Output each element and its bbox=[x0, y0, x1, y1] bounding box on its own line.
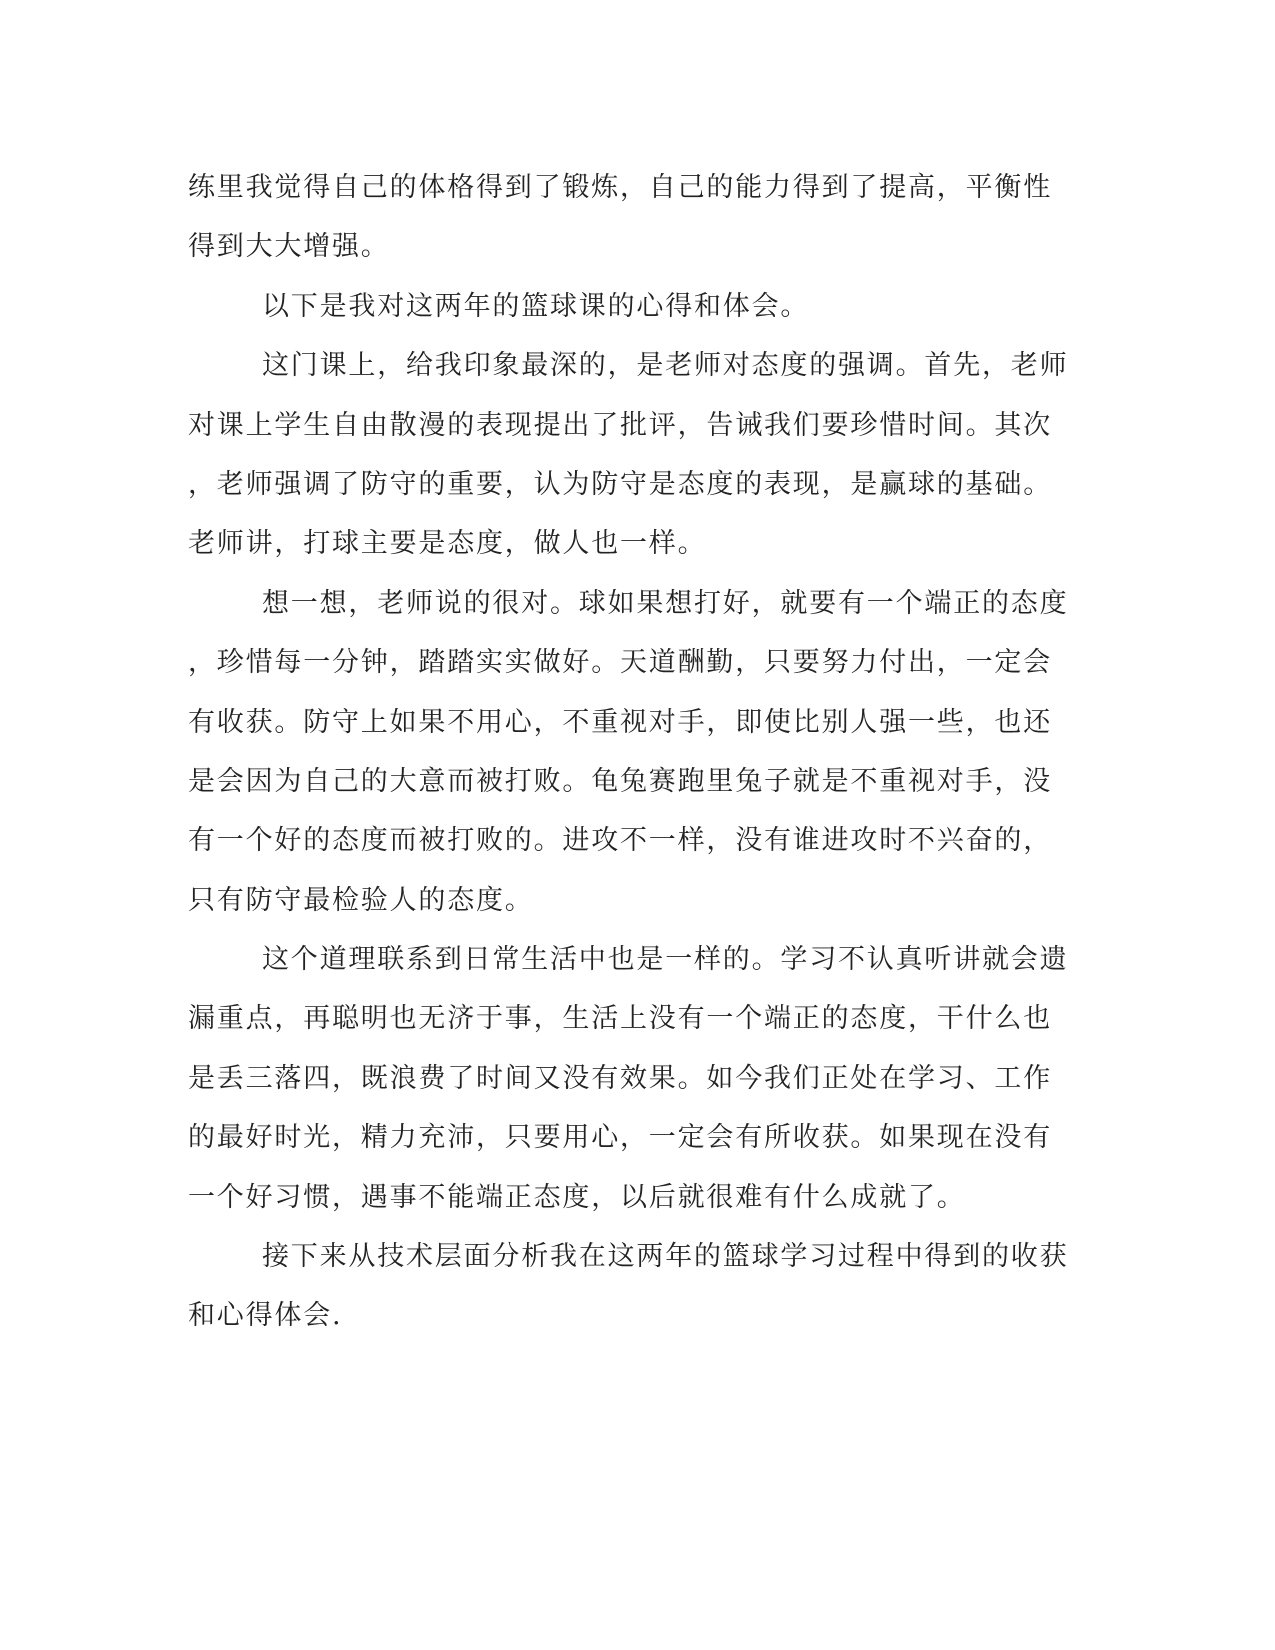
text-line: 和心得体会. bbox=[188, 1300, 343, 1332]
text-line: 练里我觉得自己的体格得到了锻炼，自己的能力得到了提高，平衡性 bbox=[188, 172, 1052, 203]
text-line: 有收获。防守上如果不用心，不重视对手，即使比别人强一些，也还 bbox=[188, 706, 1052, 738]
text-line: 有一个好的态度而被打败的。进攻不一样，没有谁进攻时不兴奋的， bbox=[188, 825, 1052, 857]
text-line: 是丢三落四，既浪费了时间又没有效果。如今我们正处在学习、工作 bbox=[188, 1062, 1052, 1094]
text-line: ，珍惜每一分钟，踏踏实实做好。天道酬勤，只要努力付出，一定会 bbox=[188, 647, 1052, 679]
paragraph-start-line: 这个道理联系到日常生活中也是一样的。学习不认真听讲就会遗 bbox=[262, 944, 1069, 976]
paragraph-start-line: 这门课上，给我印象最深的，是老师对态度的强调。首先，老师 bbox=[262, 350, 1069, 382]
paragraph-start-line: 接下来从技术层面分析我在这两年的篮球学习过程中得到的收获 bbox=[262, 1241, 1069, 1273]
text-line: 漏重点，再聪明也无济于事，生活上没有一个端正的态度，干什么也 bbox=[188, 1003, 1052, 1035]
text-line: 得到大大增强。 bbox=[188, 231, 390, 263]
text-line: ，老师强调了防守的重要，认为防守是态度的表现，是赢球的基础。 bbox=[188, 468, 1052, 500]
text-line: 对课上学生自由散漫的表现提出了批评，告诫我们要珍惜时间。其次 bbox=[188, 409, 1052, 441]
text-line: 的最好时光，精力充沛，只要用心，一定会有所收获。如果现在没有 bbox=[188, 1122, 1052, 1154]
text-line: 老师讲，打球主要是态度，做人也一样。 bbox=[188, 528, 707, 560]
text-line: 只有防守最检验人的态度。 bbox=[188, 884, 534, 916]
text-line: 一个好习惯，遇事不能端正态度，以后就很难有什么成就了。 bbox=[188, 1181, 966, 1213]
paragraph-start-line: 以下是我对这两年的篮球课的心得和体会。 bbox=[262, 290, 810, 322]
text-line: 是会因为自己的大意而被打败。龟兔赛跑里兔子就是不重视对手，没 bbox=[188, 765, 1052, 797]
document-body bbox=[188, 158, 1088, 1346]
paragraph-start-line: 想一想，老师说的很对。球如果想打好，就要有一个端正的态度 bbox=[262, 587, 1069, 619]
